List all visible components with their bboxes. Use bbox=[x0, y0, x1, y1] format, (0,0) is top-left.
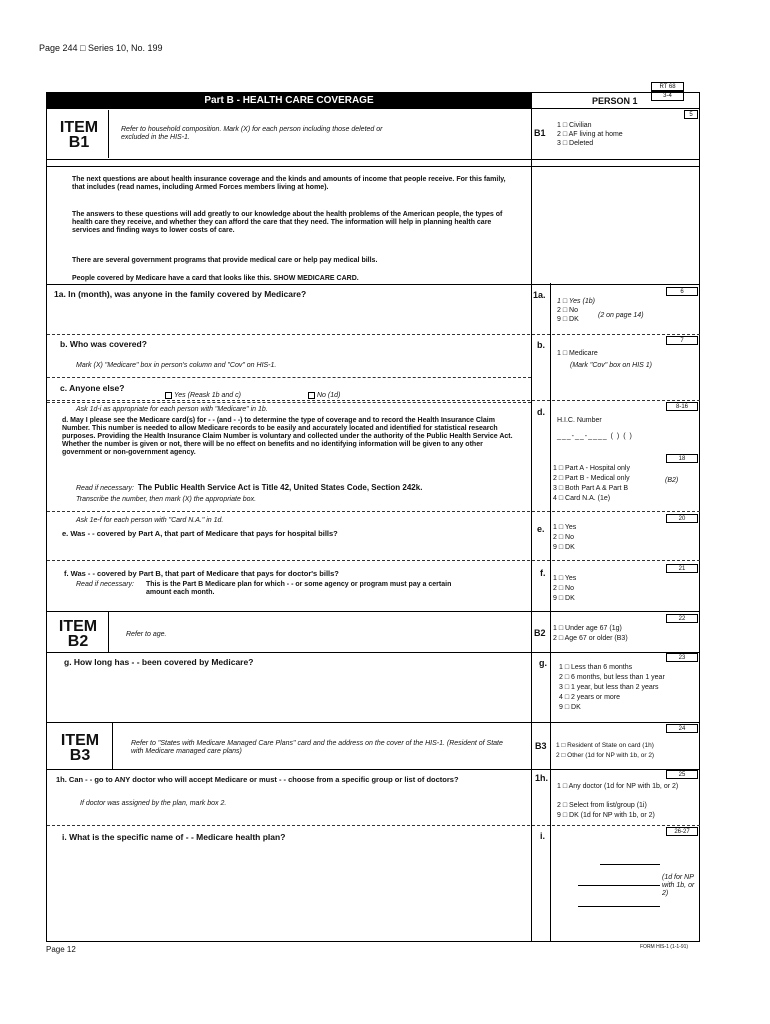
q1d-text: d. May I please see the Medicare card(s) for - - (and - -) to determine the type of coverage and to record the Health Insurance Claim Number. This number is needed to allow Medicare records to be easily and accurately located and identified for statistical research purposes. Providing the Health Insurance Claim Number is voluntary and collected under the authority of the Public Health Service Act. Whether the number is given or not, there will be no effect on benefits and no identifying information will be given to any other government or non-government agency. bbox=[62, 417, 513, 456]
q1b-option[interactable]: 1 □ Medicare bbox=[557, 350, 598, 357]
divider bbox=[47, 652, 700, 653]
item-b1-opt-3[interactable]: 3 □ Deleted bbox=[557, 140, 594, 147]
q1g-opt-2[interactable]: 2 □ 6 months, but less than 1 year bbox=[559, 674, 665, 681]
q1e-opt-1[interactable]: 1 □ Yes bbox=[553, 524, 577, 531]
q1h-opt-1[interactable]: 1 □ Any doctor (1d for NP with 1b, or 2) bbox=[557, 783, 679, 790]
q1f-read-text: This is the Part B Medicare plan for which - - or some agency or program must pay a certain amount each month. bbox=[146, 581, 452, 596]
q1a-opt-1[interactable]: 1 □ Yes (1b) bbox=[557, 298, 595, 305]
q1f-read-label: Read if necessary: bbox=[76, 581, 134, 588]
divider bbox=[47, 769, 700, 770]
q1i-answer-line[interactable] bbox=[600, 864, 660, 865]
item-b3-label: ITEM B3 bbox=[60, 732, 100, 764]
item-b3-divider bbox=[112, 723, 113, 769]
item-b2-instruction: Refer to age. bbox=[126, 631, 167, 638]
divider bbox=[47, 722, 700, 723]
q1e-opt-3[interactable]: 9 □ DK bbox=[553, 544, 575, 551]
item-b2-opt-2[interactable]: 2 □ Age 67 or older (B3) bbox=[553, 635, 628, 642]
item-b3-box: 24 bbox=[666, 724, 698, 733]
divider bbox=[47, 611, 700, 612]
q1d-opt-2[interactable]: 2 □ Part B - Medical only bbox=[553, 475, 630, 482]
divider bbox=[47, 560, 700, 561]
item-b2-opt-1[interactable]: 1 □ Under age 67 (1g) bbox=[553, 625, 622, 632]
q1f-opt-1[interactable]: 1 □ Yes bbox=[553, 575, 577, 582]
q1i-text: i. What is the specific name of - - Medicare health plan? bbox=[62, 832, 286, 842]
item-b1-instruction: Refer to household composition. Mark (X) for each person including those deleted or excluded in the HIS-1. bbox=[121, 126, 383, 141]
page-footer: Page 12 bbox=[46, 945, 76, 954]
q1b-box: 7 bbox=[666, 336, 698, 345]
q1g-box: 23 bbox=[666, 653, 698, 662]
item-b1-divider bbox=[108, 110, 109, 158]
column-divider bbox=[531, 93, 532, 941]
item-b1-code: B1 bbox=[534, 128, 546, 138]
q1g-opt-1[interactable]: 1 □ Less than 6 months bbox=[559, 664, 633, 671]
q1i-box: 26-27 bbox=[666, 827, 698, 836]
q1d-hic-field[interactable]: ___-__-____ ( ) ( ) bbox=[557, 433, 633, 440]
form-number: FORM HIS-1 (1-1-91) bbox=[640, 944, 689, 950]
q1i-code: i. bbox=[540, 831, 546, 841]
divider bbox=[47, 825, 700, 826]
item-b2-label: ITEM B2 bbox=[58, 618, 98, 650]
divider bbox=[47, 511, 700, 512]
item-b2-box: 22 bbox=[666, 614, 698, 623]
q1d-hic-label: H.I.C. Number bbox=[557, 417, 602, 424]
intro-p4: People covered by Medicare have a card that looks like this. SHOW MEDICARE CARD. bbox=[72, 275, 359, 282]
q1b-instruction: Mark (X) "Medicare" box in person's column and "Cov" on HIS-1. bbox=[76, 362, 277, 369]
q1d-transcribe: Transcribe the number, then mark (X) the appropriate box. bbox=[76, 496, 257, 503]
divider bbox=[47, 166, 700, 167]
item-b3-opt-1[interactable]: 1 □ Resident of State on card (1h) bbox=[556, 742, 654, 749]
item-b1-opt-2[interactable]: 2 □ AF living at home bbox=[557, 131, 623, 138]
divider bbox=[47, 377, 531, 378]
q1h-opt-2[interactable]: 2 □ Select from list/group (1i) bbox=[557, 802, 647, 809]
person-label: PERSON 1 bbox=[592, 96, 638, 106]
q1h-instruction: If doctor was assigned by the plan, mark box 2. bbox=[80, 800, 227, 807]
q1b-text: b. Who was covered? bbox=[60, 339, 147, 349]
q1b-code: b. bbox=[537, 340, 545, 350]
q1f-code: f. bbox=[540, 568, 546, 578]
q1c-text: c. Anyone else? bbox=[60, 383, 125, 393]
q1h-box: 25 bbox=[666, 770, 698, 779]
item-b3-code: B3 bbox=[535, 741, 547, 751]
item-b3-opt-2[interactable]: 2 □ Other (1d for NP with 1b, or 2) bbox=[556, 752, 655, 759]
q1a-text: 1a. In (month), was anyone in the family covered by Medicare? bbox=[54, 289, 307, 299]
q1a-opt-2[interactable]: 2 □ No bbox=[557, 307, 578, 314]
q1f-box: 21 bbox=[666, 564, 698, 573]
q1a-code: 1a. bbox=[533, 290, 546, 300]
q1f-opt-3[interactable]: 9 □ DK bbox=[553, 595, 575, 602]
q1h-code: 1h. bbox=[535, 773, 549, 783]
divider bbox=[47, 400, 700, 401]
divider bbox=[47, 284, 700, 285]
q1c-no[interactable]: No (1d) bbox=[307, 391, 340, 400]
q1d-box: 8-16 bbox=[666, 402, 698, 411]
q1f-opt-2[interactable]: 2 □ No bbox=[553, 585, 574, 592]
q1e-opt-2[interactable]: 2 □ No bbox=[553, 534, 574, 541]
q1d-read-label: Read if necessary: bbox=[76, 485, 134, 492]
q1h-text: 1h. Can - - go to ANY doctor who will accept Medicare or must - - choose from a specific group or list of doctors? bbox=[56, 775, 459, 784]
item-b1-opt-1[interactable]: 1 □ Civilian bbox=[557, 122, 592, 129]
q1f-text: f. Was - - covered by Part B, that part of Medicare that pays for doctor's bills? bbox=[64, 569, 339, 578]
checkbox-icon bbox=[308, 392, 315, 399]
q1b-note: (Mark "Cov" box on HIS 1) bbox=[570, 362, 652, 369]
q1d-opt-1[interactable]: 1 □ Part A - Hospital only bbox=[553, 465, 630, 472]
q1d-code: d. bbox=[537, 407, 545, 417]
q1a-box: 6 bbox=[666, 287, 698, 296]
checkbox-icon bbox=[165, 392, 172, 399]
q1e-ask: Ask 1e-f for each person with "Card N.A." in 1d. bbox=[76, 517, 224, 524]
q1e-text: e. Was - - covered by Part A, that part of Medicare that pays for hospital bills? bbox=[62, 529, 338, 538]
item-b1-label: ITEM B1 bbox=[59, 119, 99, 151]
q1a-opt-3[interactable]: 9 □ DK bbox=[557, 316, 579, 323]
intro-p1: The next questions are about health insurance coverage and the kinds and amounts of income that people receive. For this family, that includes (read names, including Armed Forces members living at home). bbox=[72, 176, 506, 191]
intro-p2: The answers to these questions will add greatly to our knowledge about the health problems of the American people, the types of health care they receive, and whether they can afford the care that they need. The information will help in planning health care services and finding ways to lower costs of care. bbox=[72, 211, 503, 234]
item-b3-instruction: Refer to "States with Medicare Managed Care Plans" card and the address on the cover of the HIS-1. (Resident of State with Medicare managed care plans) bbox=[131, 740, 503, 755]
q1e-box: 20 bbox=[666, 514, 698, 523]
q1a-skip: (2 on page 14) bbox=[598, 312, 644, 319]
q1g-text: g. How long has - - been covered by Medicare? bbox=[64, 657, 254, 667]
q1c-ask: Ask 1d-i as appropriate for each person with "Medicare" in 1b. bbox=[76, 406, 268, 413]
q1d-read-text: The Public Health Service Act is Title 42, United States Code, Section 242k. bbox=[137, 483, 423, 492]
item-b2-code: B2 bbox=[534, 628, 546, 638]
q1i-answer-line[interactable] bbox=[578, 885, 660, 886]
q1d-opt-4[interactable]: 4 □ Card N.A. (1e) bbox=[553, 495, 611, 502]
q1e-code: e. bbox=[537, 524, 545, 534]
q1i-note: (1d for NP with 1b, or 2) bbox=[662, 874, 695, 897]
intro-p3: There are several government programs that provide medical care or help pay medical bills. bbox=[72, 257, 378, 264]
part-title: Part B - HEALTH CARE COVERAGE bbox=[47, 93, 531, 108]
item-b2-divider bbox=[108, 612, 109, 652]
top-code-box-2: 3-4 bbox=[651, 91, 684, 101]
divider bbox=[47, 334, 700, 335]
q1i-answer-line[interactable] bbox=[578, 906, 660, 907]
top-code-box: RT 68 bbox=[651, 82, 684, 91]
item-b1-box: 5 bbox=[684, 110, 698, 119]
q1h-opt-3[interactable]: 9 □ DK (1d for NP with 1b, or 2) bbox=[557, 812, 655, 819]
q1g-opt-4[interactable]: 4 □ 2 years or more bbox=[559, 694, 621, 701]
q1g-opt-3[interactable]: 3 □ 1 year, but less than 2 years bbox=[559, 684, 659, 691]
q1c-yes[interactable]: Yes (Reask 1b and c) bbox=[164, 391, 241, 400]
q1g-code: g. bbox=[539, 658, 547, 668]
divider bbox=[47, 108, 700, 109]
divider bbox=[47, 402, 531, 403]
divider bbox=[47, 159, 700, 160]
q1g-opt-5[interactable]: 9 □ DK bbox=[559, 704, 581, 711]
page-header: Page 244 □ Series 10, No. 199 bbox=[39, 43, 163, 53]
q1d-opt-3[interactable]: 3 □ Both Part A & Part B bbox=[553, 485, 629, 492]
code-column-divider bbox=[550, 283, 551, 941]
q1d-skip: (B2) bbox=[665, 477, 679, 484]
q1d-box-2: 18 bbox=[666, 454, 698, 463]
